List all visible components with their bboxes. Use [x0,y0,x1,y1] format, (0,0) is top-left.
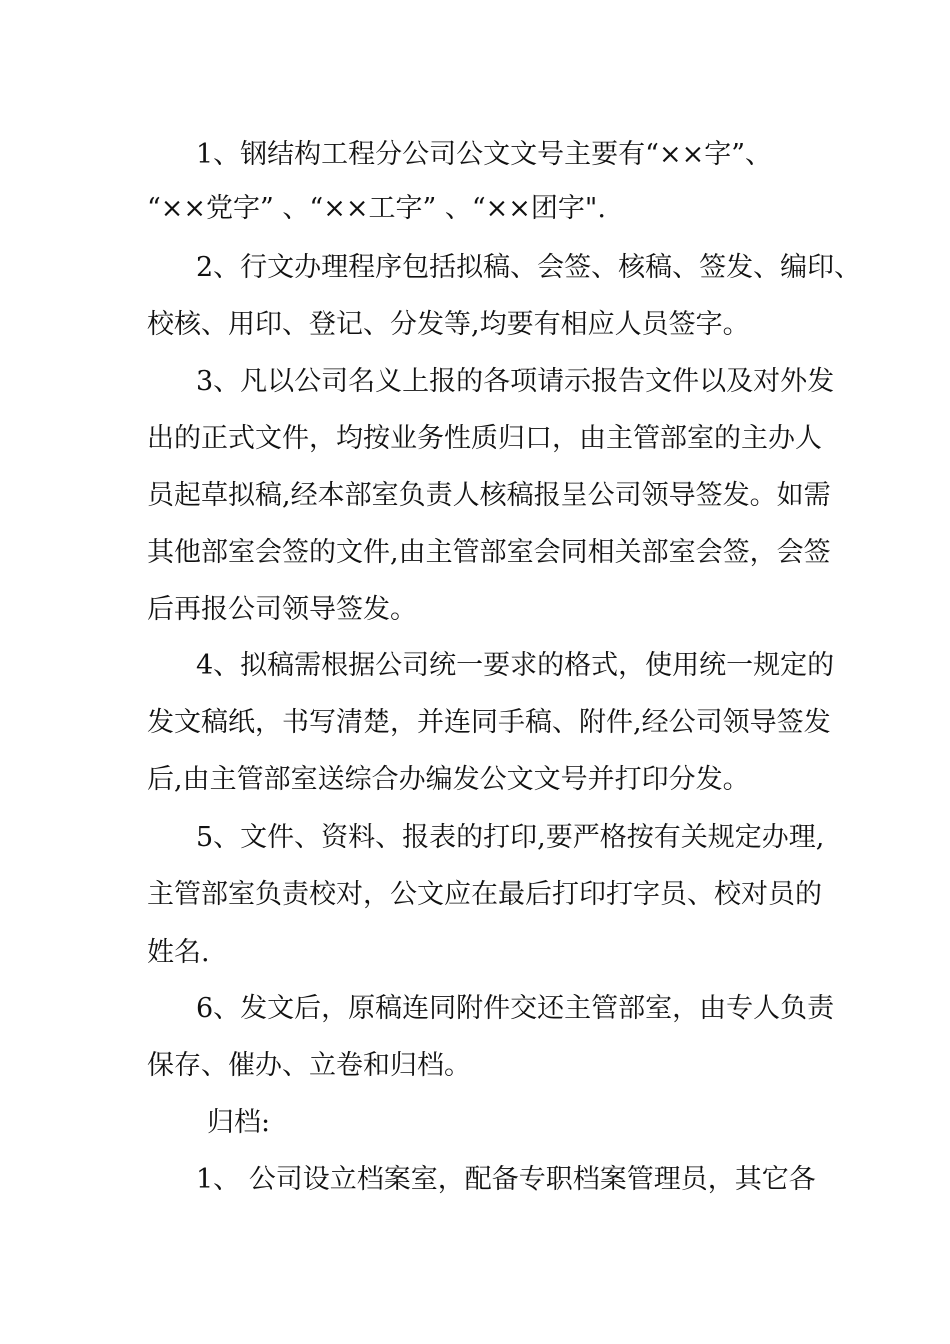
text-line: 校核、用印、登记、分发等,均要有相应人员签字。 [147,309,750,340]
text-line: 出的正式文件，均按业务性质归口，由主管部室的主办人 [147,423,822,454]
text-line: 主管部室负责校对，公文应在最后打印打字员、校对员的 [147,879,822,910]
section-heading: 归档: [207,1107,271,1138]
text-line: 1、钢结构工程分公司公文文号主要有“××字”、 [196,139,773,170]
text-line: “××党字” 、“××工字” 、“××团字". [147,193,606,224]
text-line: 发文稿纸，书写清楚，并连同手稿、附件,经公司领导签发 [147,707,831,738]
text-line: 保存、催办、立卷和归档。 [147,1050,471,1081]
text-line: 6、发文后，原稿连同附件交还主管部室，由专人负责 [196,993,835,1024]
text-line: 3、凡以公司名义上报的各项请示报告文件以及对外发 [196,366,835,397]
text-line: 4、拟稿需根据公司统一要求的格式，使用统一规定的 [196,650,835,681]
text-line: 员起草拟稿,经本部室负责人核稿报呈公司领导签发。如需 [147,480,831,511]
text-line: 5、文件、资料、报表的打印,要严格按有关规定办理, [196,822,825,853]
text-line: 2、行文办理程序包括拟稿、会签、核稿、签发、编印、 [196,252,862,283]
text-line: 后,由主管部室送综合办编发公文文号并打印分发。 [147,764,750,795]
text-line: 其他部室会签的文件,由主管部室会同相关部室会签，会签 [147,537,831,568]
text-line: 1、 公司设立档案室，配备专职档案管理员，其它各 [196,1164,816,1195]
text-line: 姓名. [147,937,210,968]
text-line: 后再报公司领导签发。 [147,594,417,625]
